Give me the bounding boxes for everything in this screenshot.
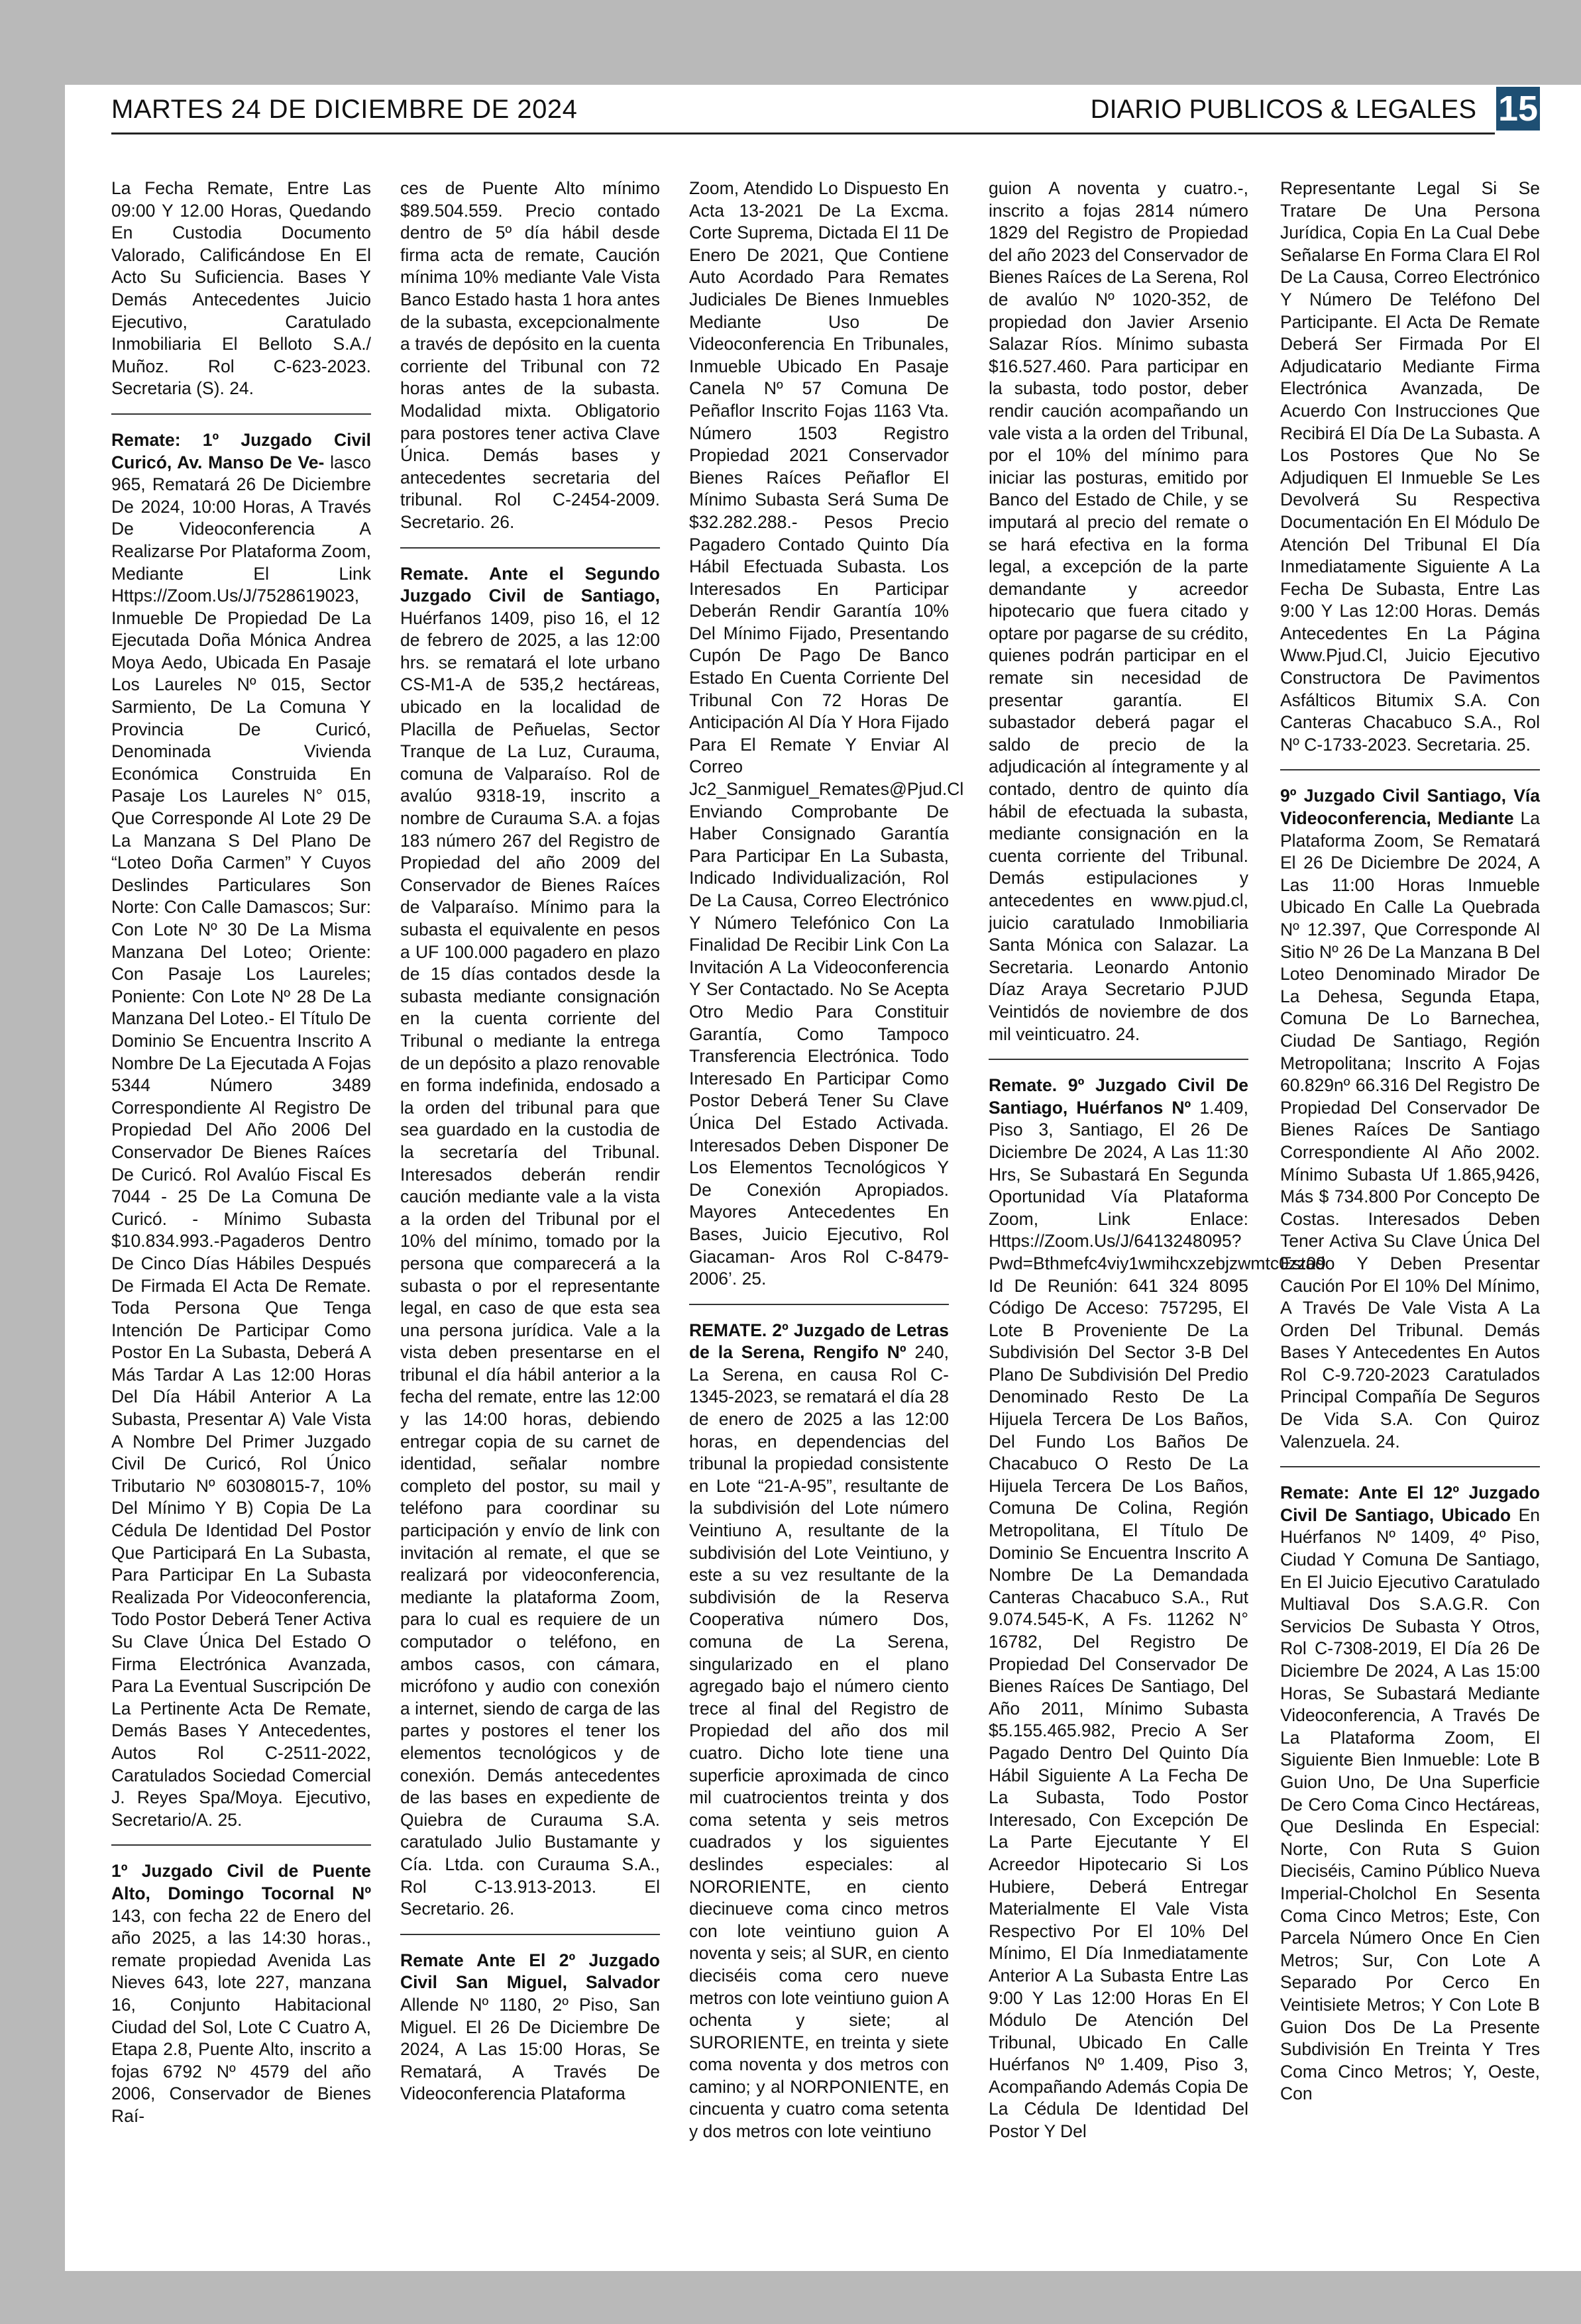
notice bbox=[1280, 785, 1540, 1453]
notice-separator bbox=[989, 1059, 1248, 1060]
notice-body: Huérfanos 1409, piso 16, el 12 de febrero de 2025, a las 12:00 hrs. se rematará el lote urbano CS-M1-A de 535,2 hectáreas, ubicado en la localidad de Placilla de Peñuelas, Sector Tranque de La Luz, Curauma, comuna de Valparaíso. Rol de avalúo 9318-19, inscrito a nombre de Curauma S.A. a fojas 183 número 267 del Registro de Propiedad del año 2009 del Conservador de Bienes Raíces de Valparaíso. Mínimo para la subasta el equivalente en pesos a UF 100.000 pagadero en plazo de 15 días contados desde la subasta mediante consignación en la cuenta corriente del Tribunal o mediante la entrega de un depósito a plazo renovable en forma indefinida, endosado a la orden del tribunal para que sea guardado en la custodia de la secretaría del Tribunal. Interesados deberán rendir caución mediante vale a la vista a la orden del Tribunal por el 10% del mínimo, tomado por la persona que comparecerá a la subasta o por el representante legal, en caso de que esta sea una persona jurídica. Vale a la vista deben presentarse en el tribunal el día hábil anterior a la fecha del remate, entre las 12:00 y las 14:00 horas, debiendo entregar copia de su carnet de identidad, señalar nombre completo del postor, su mail y teléfono para coordinar su participación y envío de link con invitación al remate, el que se realizará por videoconferencia, mediante la plataforma Zoom, para lo cual es requiere de un computador o teléfono, en ambos casos, con cámara, micrófono y audio con conexión a internet, siendo de carga de las partes y postores el tener los elementos tecnológicos y de conexión. Demás antecedentes de las bases en expediente de Quiebra de Curauma S.A. caratulado Julio Bustamante y Cía. Ltda. con Curauma S.A., Rol C-13.913-2013. El Secretario. 26. bbox=[400, 607, 660, 1919]
notice-body: En Huérfanos Nº 1409, 4º Piso, Ciudad Y Comuna De Santiago, En El Juicio Ejecutivo Caratulado Multiaval Dos S.A.G.R. Con Servicios De Subasta Y Otros, Rol C-7308-2019, El Día 26 De Diciembre De 2024, A Las 15:00 Horas, Se Subastará Mediante Videoconferencia, A Través De La Plataforma Zoom, El Siguiente Bien Inmueble: Lote B Guion Uno, De Una Superficie De Cero Coma Cinco Hectáreas, Que Deslinda En Especial: Norte, Con Ruta S Guion Dieciséis, Camino Público Nueva Imperial-Cholchol En Sesenta Coma Cinco Metros; Este, Con Parcela Número Once En Cien Metros; Sur, Con Lote A Separado Por Cerco En Veintisiete Metros; Y Con Lote B Guion Dos De La Presente Subdivisión En Treinta Y Tres Coma Cinco Metros; Y, Oeste, Con bbox=[1280, 1505, 1540, 2104]
notice bbox=[989, 178, 1248, 1045]
notice-body: lasco 965, Rematará 26 De Diciembre De 2024, 10:00 Horas, A Través De Videoconferencia A Realizarse Por Plataforma Zoom, Mediante El Link Https://Zoom.Us/J/7528619023, Inmueble De Propiedad De La Ejecutada Doña Mónica Andrea Moya Aedo, Ubicada En Pasaje Los Laureles Nº 015, Sector Sarmiento, De La Comuna Y Provincia De Curicó, Denominada Vivienda Económica Construida En Pasaje Los Laureles N° 015, Que Corresponde Al Lote 29 De La Manzana S Del Plano De “Loteo Doña Carmen” Y Cuyos Deslindes Particulares Son Norte: Con Calle Damascos; Sur: Con Lote Nº 30 De La Misma Manzana Del Loteo; Oriente: Con Pasaje Los Laureles; Poniente: Con Lote Nº 28 De La Manzana Del Loteo.- El Título De Dominio Se Encuentra Inscrito A Nombre De La Ejecutada A Fojas 5344 Número 3489 Correspondiente Al Registro De Propiedad Del Año 2006 Del Conservador De Bienes Raíces De Curicó. Rol Avalúo Fiscal Es 7044 - 25 De La Comuna De Curicó. - Mínimo Subasta $10.834.993.-Pagaderos Dentro De Cinco Días Hábiles Después De Firmada El Acta De Remate. Toda Persona Que Tenga Intención De Participar Como Postor En La Subasta, Deberá A Más Tardar A Las 12:00 Horas Del Día Hábil Anterior A La Subasta, Presentar A) Vale Vista A Nombre Del Primer Juzgado Civil De Curicó, Rol Único Tributario Nº 60308015-7, 10% Del Mínimo Y B) Copia De La Cédula De Identidad Del Postor Que Participará En La Subasta, Para Participar En La Subasta Realizada Por Videoconferencia, Todo Postor Deberá Tener Activa Su Clave Única Del Estado O Firma Electrónica Avanzada, Para La Eventual Suscripción De La Pertinente Acta De Remate, Demás Bases Y Antecedentes, Autos Rol C-2511-2022, Caratulados Sociedad Comercial J. Reyes Spa/Moya. Ejecutivo, Secretario/A. 25. bbox=[111, 452, 371, 1830]
column-2 bbox=[400, 178, 660, 2263]
notice-separator bbox=[111, 1844, 371, 1846]
header-rule bbox=[111, 132, 1495, 134]
notice-body: La Plataforma Zoom, Se Rematará El 26 De Diciembre De 2024, A Las 11:00 Horas Inmueble Ubicado En Calle La Quebrada Nº 12.397, Que Corresponde Al Sitio Nº 26 De La Manzana B Del Loteo Denominado Mirador De La Dehesa, Segunda Etapa, Comuna De Lo Barnechea, Ciudad De Santiago, Región Metropolitana; Inscrito A Fojas 60.829nº 66.316 Del Registro De Propiedad Del Conservador De Bienes Raíces De Santiago Correspondiente Al Año 2002. Mínimo Subasta Uf 1.865,9426, Más $ 734.800 Por Concepto De Costas. Interesados Deben Tener Activa Su Clave Única Del Estado Y Deben Presentar Caución Por El 10% Del Mínimo, A Través De Vale Vista A La Orden Del Tribunal. Demás Bases Y Antecedentes En Autos Rol C-9.720-2023 Caratulados Principal Compañía De Seguros De Vida S.A. Con Quiroz Valenzuela. 24. bbox=[1280, 808, 1540, 1452]
notice bbox=[400, 1950, 660, 2105]
notice-separator bbox=[111, 413, 371, 415]
notice-body: guion A noventa y cuatro.-, inscrito a fojas 2814 número 1829 del Registro de Propiedad del año 2023 del Conservador de Bienes Raíces de La Serena, Rol de avalúo Nº 1020-352, de propiedad don Javier Arsenio Salazar Ríos. Mínimo subasta $16.527.460. Para participar en la subasta, todo postor, deber rendir caución acompañando un vale vista a la orden del Tribunal, por el 10% del mínimo para iniciar las posturas, emitido por Banco del Estado de Chile, y se imputará al precio del remate o se hará efectiva en la forma legal, a excepción de la parte demandante y acreedor hipotecario que fuera citado y optare por pagarse de su crédito, quienes podrán participar en el remate sin necesidad de presentar garantía. El subastador deberá pagar el saldo de precio de la adjudicación al íntegramente y al contado, dentro de quinto día hábil de efectuada la subasta, mediante consignación en la cuenta corriente del Tribunal. Demás estipulaciones y antecedentes en www.pjud.cl, juicio caratulado Inmobiliaria Santa Mónica con Salazar. La Secretaria. Leonardo Antonio Díaz Araya Secretario PJUD Veintidós de noviembre de dos mil veinticuatro. 24. bbox=[989, 178, 1248, 1044]
notice-body: Representante Legal Si Se Tratare De Una Persona Jurídica, Copia En La Cual Debe Señalarse En Forma Clara El Rol De La Causa, Correo Electrónico Y Número De Teléfono Del Participante. El Acta De Remate Deberá Ser Firmada Por El Adjudicatario Mediante Firma Electrónica Avanzada, De Acuerdo Con Instrucciones Que Recibirá El Día De La Subasta. A Los Postores Que No Se Adjudiquen El Inmueble Se Les Devolverá Su Respectiva Documentación En El Módulo De Atención Del Tribunal El Día Inmediatamente Siguiente A La Fecha De Subasta, Entre Las 9:00 Y Las 12:00 Horas. Demás Antecedentes En La Página Www.Pjud.Cl, Juicio Ejecutivo Constructora De Pavimentos Asfálticos Bitumix S.A. Con Canteras Chacabuco S.A., Rol Nº C-1733-2023. Secretaria. 25. bbox=[1280, 178, 1540, 755]
notice-body: La Fecha Remate, Entre Las 09:00 Y 12.00 Horas, Quedando En Custodia Documento Valorado, Calificándose En El Acto Su Suficiencia. Bases Y Demás Antecedentes Juicio Ejecutivo, Caratulado Inmobiliaria El Belloto S.A./ Muñoz. Rol C-623-2023. Secretaria (S). 24. bbox=[111, 178, 371, 399]
page-header bbox=[111, 90, 1495, 129]
notice-heading: Remate Ante El 2º Juzgado Civil San Miguel, Salvador bbox=[400, 1950, 660, 1993]
notice bbox=[689, 178, 964, 1291]
notice bbox=[111, 178, 371, 400]
publication-title: DIARIO PUBLICOS & LEGALES bbox=[1090, 95, 1476, 124]
column-5 bbox=[1280, 178, 1540, 2263]
notice-body: ces de Puente Alto mínimo $89.504.559. Precio contado dentro de 5º día hábil desde firma acta de remate, Caución mínima 10% mediante Vale Vista Banco Estado hasta 1 hora antes de la subasta, excepcionalmente a través de depósito en la cuenta corriente del Tribunal con 72 horas antes de la subasta. Modalidad mixta. Obligatorio para postores tener activa Clave Única. Demás bases y antecedentes secretaria del tribunal. Rol C-2454-2009. Secretario. 26. bbox=[400, 178, 660, 532]
notice-body: 1.409, Piso 3, Santiago, El 26 De Diciembre De 2024, A Las 11:30 Hrs, Se Subastará En Segunda Oportunidad Vía Plataforma Zoom, Link Enlace: Https://Zoom.Us/J/6413248095?Pwd=Bthmefc4viy1wmihcxzebjzwmtc0zz09 Id De Reunión: 641 324 8095 Código De Acceso: 757295, El Lote B Proveniente De La Subdivisión Del Sector 3-B Del Plano De Subdivisión Del Predio Denominado Resto De La Hijuela Tercera De Los Baños, Del Fundo Los Baños De Chacabuco O Resto De La Hijuela Tercera De Los Baños, Comuna De Colina, Región Metropolitana, El Título De Dominio Se Encuentra Inscrito A Nombre De La Demandada Canteras Chacabuco S.A., Rut 9.074.545-K, A Fs. 11262 N° 16782, Del Registro De Propiedad Del Conservador De Bienes Raíces De Santiago, Del Año 2011, Mínimo Subasta $5.155.465.982, Precio A Ser Pagado Dentro Del Quinto Día Hábil Siguiente A La Fecha De La Subasta, Todo Postor Interesado, Con Excepción De La Parte Ejecutante Y El Acreedor Hipotecario Si Los Hubiere, Deberá Entregar Materialmente El Vale Vista Respectivo Por El 10% Del Mínimo, El Día Inmediatamente Anterior A La Subasta Entre Las 9:00 Y Las 12:00 Horas En El Módulo De Atención Del Tribunal, Ubicado En Calle Huérfanos Nº 1.409, Piso 3, Acompañando Además Copia De La Cédula De Identidad Del Postor Y Del bbox=[989, 1097, 1326, 2142]
notice bbox=[400, 563, 660, 1921]
column-3 bbox=[689, 178, 964, 2263]
notice bbox=[400, 178, 660, 534]
notice-heading: Remate: 1º Juzgado Civil Curicó, Av. Manso De Ve- bbox=[111, 429, 371, 472]
notice-heading: 1º Juzgado Civil de Puente Alto, Domingo Tocornal Nº bbox=[111, 1861, 371, 1903]
notice bbox=[989, 1075, 1326, 2143]
notice-heading: Remate. Ante el Segundo Juzgado Civil de Santiago, bbox=[400, 563, 660, 606]
notice-heading: REMATE. 2º Juzgado de Letras de la Serena, Rengifo Nº bbox=[689, 1320, 949, 1363]
notice bbox=[111, 1860, 371, 2127]
notice bbox=[689, 1320, 949, 2143]
notice-body: 143, con fecha 22 de Enero del año 2025, a las 14:30 horas., remate propiedad Avenida Las Nieves 643, lote 227, manzana 16, Conjunto Habitacional Ciudad del Sol, Lote C Cuatro A, Etapa 2.8, Puente Alto, inscrito a fojas 6792 Nº 4579 del año 2006, Conservador de Bienes Raí- bbox=[111, 1905, 371, 2126]
notice-body: Zoom, Atendido Lo Dispuesto En Acta 13-2021 De La Excma. Corte Suprema, Dictada El 11 De Enero De 2021, Que Contiene Auto Acordado Para Remates Judiciales De Bienes Inmuebles Mediante Uso De Videoconferencia En Tribunales, Inmueble Ubicado En Pasaje Canela Nº 57 Comuna De Peñaflor Inscrito Fojas 1163 Vta. Número 1503 Registro Propiedad 2021 Conservador Bienes Raíces Peñaflor El Mínimo Subasta Será Suma De $32.282.288.- Pesos Precio Pagadero Contado Quinto Día Hábil Efectuada Subasta. Los Interesados En Participar Deberán Rendir Garantía 10% Del Mínimo Fijado, Presentando Cupón De Pago De Banco Estado En Cuenta Corriente Del Tribunal Con 72 Horas De Anticipación Al Día Y Hora Fijado Para El Remate Y Enviar Al Correo Jc2_Sanmiguel_Remates@Pjud.Cl Enviando Comprobante De Haber Consignado Garantía Para Participar En La Subasta, Indicado Individualización, Rol De La Causa, Correo Electrónico Y Número Telefónico Con La Finalidad De Recibir Link Con La Invitación A La Videoconferencia Y Ser Contactado. No Se Acepta Otro Medio Para Constituir Garantía, Como Tampoco Transferencia Electrónica. Todo Interesado En Participar Como Postor Deberá Tener Su Clave Única Del Estado Activada. Interesados Deben Disponer De Los Elementos Tecnológicos Y De Conexión Apropiados. Mayores Antecedentes En Bases, Juicio Ejecutivo, Rol Giacaman- Aros Rol C-8479-2006’. 25. bbox=[689, 178, 964, 1289]
notice-body: 240, La Serena, en causa Rol C-1345-2023, se rematará el día 28 de enero de 2025 a las 12:00 horas, en dependencias del tribunal la propiedad consistente en Lote “21-A-95”, resultante de la subdivisión del Lote número Veintiuno A, resultante de la subdivisión del Lote Veintiuno, y este a su vez resultante de la subdivisión de la Reserva Cooperativa número Dos, comuna de La Serena, singularizado en el plano agregado bajo el número ciento trece al final del Registro de Propiedad del año dos mil cuatro. Dicho lote tiene una superficie aproximada de cinco mil cuatrocientos treinta y dos coma setenta y seis metros cuadrados y los siguientes deslindes especiales: al NORORIENTE, en ciento diecinueve coma cinco metros con lote veintiuno guion A noventa y seis; al SUR, en ciento dieciséis coma cero nueve metros con lote veintiuno guion A ochenta y siete; al SURORIENTE, en treinta y siete coma noventa y dos metros con camino; y al NORPONIENTE, en cincuenta y cuatro coma setenta y dos metros con lote veintiuno bbox=[689, 1342, 949, 2142]
notice-separator bbox=[1280, 769, 1540, 770]
notice bbox=[1280, 178, 1540, 756]
notice-heading: Remate: Ante El 12º Juzgado Civil De Santiago, Ubicado bbox=[1280, 1483, 1540, 1525]
notice bbox=[111, 429, 371, 1831]
page-number-badge: 15 bbox=[1496, 87, 1540, 131]
notice-separator bbox=[689, 1304, 949, 1305]
column-4 bbox=[989, 178, 1326, 2263]
notice-separator bbox=[400, 547, 660, 549]
header-date: MARTES 24 DE DICIEMBRE DE 2024 bbox=[111, 95, 578, 124]
notice-heading: 9º Juzgado Civil Santiago, Vía Videoconferencia, Mediante bbox=[1280, 786, 1540, 829]
notice bbox=[1280, 1482, 1540, 2105]
notice-separator bbox=[1280, 1466, 1540, 1467]
notice-body: Allende Nº 1180, 2º Piso, San Miguel. El 26 De Diciembre De 2024, A Las 15:00 Horas, Se Rematará, A Través De Videoconferencia Plataforma bbox=[400, 1994, 660, 2104]
column-1 bbox=[111, 178, 371, 2263]
notice-separator bbox=[400, 1934, 660, 1935]
notice-heading: Remate. 9º Juzgado Civil De Santiago, Huérfanos Nº bbox=[989, 1075, 1248, 1118]
